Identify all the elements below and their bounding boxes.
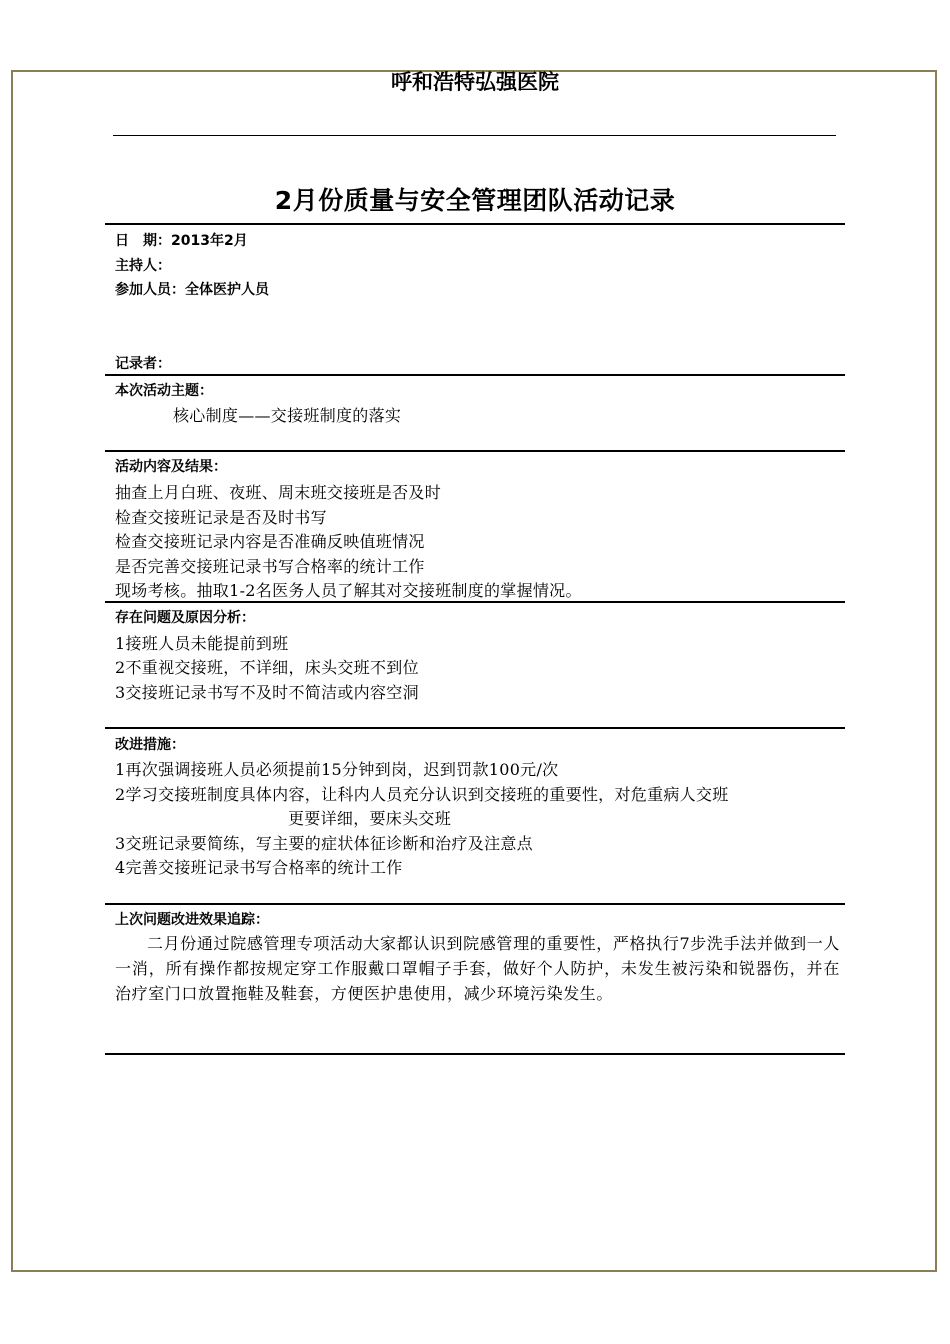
section-divider [105, 1053, 845, 1055]
measure-item-continuation: 更要详细，要床头交班 [288, 809, 452, 828]
participants-row [115, 279, 269, 299]
participants-value: 全体医护人员 [185, 282, 269, 298]
content-item: 现场考核。抽取1-2名医务人员了解其对交接班制度的掌握情况。 [115, 581, 582, 600]
section-divider [105, 374, 845, 376]
section-divider [105, 223, 845, 225]
recorder-label: 记录者： [115, 356, 171, 372]
measure-item: 4完善交接班记录书写合格率的统计工作 [115, 858, 403, 877]
topic-text: 核心制度——交接班制度的落实 [173, 406, 402, 425]
document-title: 2月份质量与安全管理团队活动记录 [274, 186, 676, 215]
followup-label: 上次问题改进效果追踪： [115, 912, 269, 928]
topic-label: 本次活动主题： [115, 383, 213, 399]
host-label: 主持人： [115, 258, 171, 274]
measures-label: 改进措施： [115, 737, 185, 753]
problems-label: 存在问题及原因分析： [115, 610, 255, 626]
content-item: 检查交接班记录是否及时书写 [115, 508, 327, 527]
participants-label: 参加人员： [115, 282, 185, 298]
hospital-name: 呼和浩特弘强医院 [391, 70, 559, 94]
header-divider [113, 135, 836, 136]
measure-item: 2学习交接班制度具体内容，让科内人员充分认识到交接班的重要性，对危重病人交班 [115, 785, 729, 804]
problem-item: 1接班人员未能提前到班 [115, 634, 289, 653]
section-divider [105, 903, 845, 905]
date-value: 2013年2月 [171, 233, 248, 249]
followup-text: 二月份通过院感管理专项活动大家都认识到院感管理的重要性，严格执行7步洗手法并做到一人一消，所有操作都按规定穿工作服戴口罩帽子手套，做好个人防护，未发生被污染和锐器伤，并在治疗室门口放置拖鞋及鞋套，方便医护患使用，减少环境污染发生。 [115, 934, 840, 1003]
date-row [115, 230, 248, 250]
measure-item: 3交班记录要简练，写主要的症状体征诊断和治疗及注意点 [115, 834, 533, 853]
content-label: 活动内容及结果： [115, 459, 227, 475]
measure-item: 1再次强调接班人员必须提前15分钟到岗，迟到罚款100元/次 [115, 760, 559, 779]
content-item: 抽查上月白班、夜班、周末班交接班是否及时 [115, 483, 442, 502]
problem-item: 2不重视交接班，不详细，床头交班不到位 [115, 658, 419, 677]
content-item: 检查交接班记录内容是否准确反映值班情况 [115, 532, 425, 551]
content-item: 是否完善交接班记录书写合格率的统计工作 [115, 557, 425, 576]
section-divider [105, 601, 845, 603]
section-divider [105, 727, 845, 729]
section-divider [105, 450, 845, 452]
problem-item: 3交接班记录书写不及时不简洁或内容空洞 [115, 683, 419, 702]
date-label: 日 期： [115, 233, 171, 249]
